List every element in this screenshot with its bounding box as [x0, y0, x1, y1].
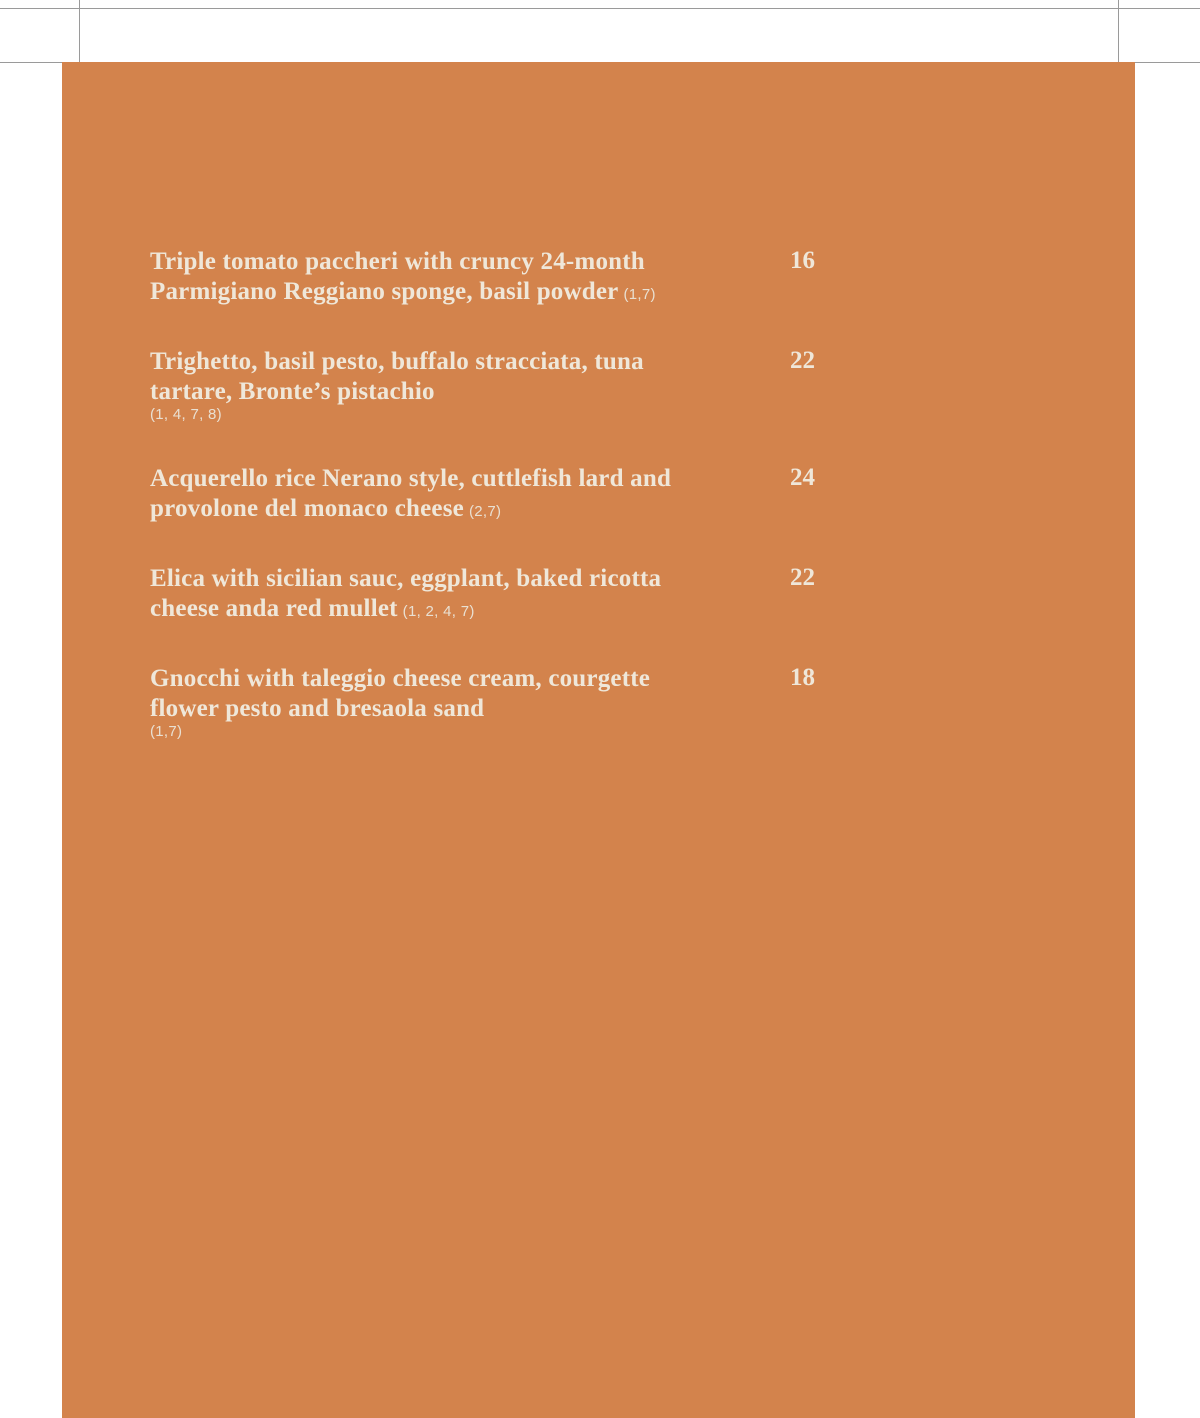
menu-item-name-text: Trighetto, basil pesto, buffalo stracciata, tuna tartare, Bronte’s pistachio	[150, 348, 644, 405]
menu-item-list	[150, 247, 850, 780]
menu-item-allergens: (1,7)	[623, 286, 656, 303]
menu-item	[150, 564, 850, 624]
menu-item-allergens: (1, 2, 4, 7)	[402, 602, 475, 620]
menu-item-name-text: Gnocchi with taleggio cheese cream, courgette flower pesto and bresaola sand	[150, 664, 651, 722]
crop-mark-top	[0, 8, 1200, 9]
menu-item	[150, 664, 850, 741]
menu-item-price: 22	[790, 347, 815, 374]
menu-item-price: 22	[790, 563, 815, 591]
menu-item-price: 18	[790, 663, 815, 691]
menu-item-allergens: (2,7)	[468, 502, 502, 520]
menu-item-allergens: (1, 4, 7, 8)	[150, 406, 222, 423]
menu-item-name	[150, 664, 710, 724]
menu-item-allergens: (1,7)	[150, 722, 183, 740]
menu-page	[62, 62, 1135, 1418]
menu-item-name-text: Elica with sicilian sauc, eggplant, baked ricotta cheese anda red mullet	[150, 564, 662, 622]
menu-item-name	[150, 464, 710, 524]
menu-item-name	[150, 347, 710, 407]
menu-item	[150, 247, 850, 307]
menu-item-price: 16	[790, 247, 815, 274]
menu-item-name-text: Triple tomato paccheri with cruncy 24-month Parmigiano Reggiano sponge, basil powder	[150, 248, 645, 305]
menu-item-name	[150, 564, 710, 624]
menu-item-name	[150, 247, 710, 307]
menu-item	[150, 347, 850, 424]
menu-item-price: 24	[790, 463, 815, 491]
menu-item-name-text: Acquerello rice Nerano style, cuttlefish lard and provolone del monaco cheese	[150, 464, 672, 522]
menu-item	[150, 464, 850, 524]
